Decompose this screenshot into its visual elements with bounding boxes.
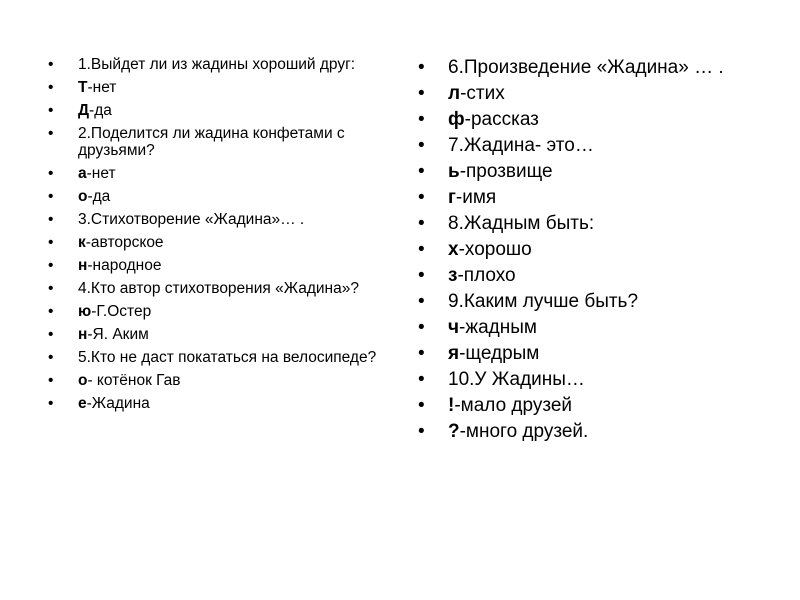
answer-text: -много друзей. <box>459 421 589 442</box>
bullet-icon: • <box>48 56 54 73</box>
bullet-icon: • <box>418 421 425 442</box>
right-item <box>418 422 778 442</box>
answer-letter: ь <box>448 161 460 182</box>
question-text: 2.Поделится ли жадина конфетами с друзьями? <box>78 125 345 159</box>
bullet-icon: • <box>418 187 425 208</box>
question-text: 7.Жадина- это… <box>448 135 594 156</box>
left-item <box>48 125 378 159</box>
bullet-icon: • <box>418 161 425 182</box>
answer-text: -да <box>87 188 111 205</box>
answer-text: -Я. Аким <box>87 326 149 343</box>
right-item <box>418 136 778 156</box>
left-item <box>48 372 378 389</box>
bullet-icon: • <box>48 234 54 251</box>
answer-letter: е <box>78 395 87 412</box>
answer-text: -Жадина <box>86 395 150 412</box>
right-item <box>418 58 778 78</box>
answer-letter: ф <box>448 109 465 130</box>
bullet-icon: • <box>48 395 54 412</box>
bullet-icon: • <box>48 349 54 366</box>
left-item <box>48 349 378 366</box>
question-text: 8.Жадным быть: <box>448 213 595 234</box>
bullet-icon: • <box>48 372 54 389</box>
bullet-icon: • <box>418 109 425 130</box>
right-item <box>418 396 778 416</box>
bullet-icon: • <box>418 239 425 260</box>
answer-letter: о <box>78 372 88 389</box>
bullet-icon: • <box>48 102 54 119</box>
bullet-icon: • <box>48 303 54 320</box>
answer-text: -щедрым <box>459 343 540 364</box>
right-item <box>418 266 778 286</box>
answer-letter: ? <box>448 421 460 442</box>
bullet-icon: • <box>48 326 54 343</box>
left-column-list <box>48 56 378 418</box>
left-item <box>48 257 378 274</box>
bullet-icon: • <box>48 125 54 142</box>
bullet-icon: • <box>48 79 54 96</box>
question-text: 3.Стихотворение «Жадина»… . <box>78 211 305 228</box>
bullet-icon: • <box>418 213 425 234</box>
bullet-icon: • <box>418 317 425 338</box>
question-text: 1.Выйдет ли из жадины хороший друг: <box>78 56 356 73</box>
left-item <box>48 79 378 96</box>
answer-letter: л <box>448 83 461 104</box>
left-item <box>48 165 378 182</box>
answer-text: -мало друзей <box>454 395 573 416</box>
answer-letter: к <box>78 234 86 251</box>
answer-letter: Д <box>78 102 90 119</box>
answer-letter: а <box>78 165 87 182</box>
right-item <box>418 318 778 338</box>
answer-text: -жадным <box>459 317 537 338</box>
question-text: 4.Кто автор стихотворения «Жадина»? <box>78 280 359 297</box>
bullet-icon: • <box>418 265 425 286</box>
answer-text: -имя <box>455 187 497 208</box>
left-item <box>48 280 378 297</box>
answer-letter: г <box>448 187 456 208</box>
right-item <box>418 188 778 208</box>
bullet-icon: • <box>48 211 54 228</box>
bullet-icon: • <box>418 135 425 156</box>
bullet-icon: • <box>48 188 54 205</box>
answer-text: -стих <box>460 83 505 104</box>
right-item <box>418 344 778 364</box>
right-item <box>418 370 778 390</box>
left-item <box>48 56 378 73</box>
answer-letter: х <box>448 239 459 260</box>
answer-letter: з <box>448 265 458 286</box>
left-item <box>48 188 378 205</box>
answer-letter: н <box>78 257 88 274</box>
right-item <box>418 214 778 234</box>
question-text: 9.Каким лучше быть? <box>448 291 639 312</box>
bullet-icon: • <box>418 343 425 364</box>
question-text: 5.Кто не даст покататься на велосипеде? <box>78 349 377 366</box>
left-item <box>48 211 378 228</box>
right-item <box>418 162 778 182</box>
bullet-icon: • <box>418 291 425 312</box>
answer-text: -нет <box>87 79 117 96</box>
answer-text: -народное <box>87 257 162 274</box>
bullet-icon: • <box>48 280 54 297</box>
answer-letter: ч <box>448 317 460 338</box>
answer-letter: ! <box>448 395 455 416</box>
right-item <box>418 240 778 260</box>
answer-letter: я <box>448 343 460 364</box>
bullet-icon: • <box>48 165 54 182</box>
left-item <box>48 234 378 251</box>
answer-text: -рассказ <box>464 109 539 130</box>
answer-letter: ю <box>78 303 92 320</box>
bullet-icon: • <box>418 57 425 78</box>
right-item <box>418 110 778 130</box>
left-item <box>48 395 378 412</box>
answer-text: -Г.Остер <box>91 303 152 320</box>
right-item <box>418 292 778 312</box>
bullet-icon: • <box>418 369 425 390</box>
answer-text: -прозвище <box>459 161 553 182</box>
answer-text: -плохо <box>457 265 516 286</box>
left-item <box>48 303 378 320</box>
bullet-icon: • <box>48 257 54 274</box>
answer-text: - котёнок Гав <box>87 372 181 389</box>
answer-letter: н <box>78 326 88 343</box>
right-item <box>418 84 778 104</box>
left-item <box>48 102 378 119</box>
left-item <box>48 326 378 343</box>
answer-text: -хорошо <box>458 239 532 260</box>
question-text: 6.Произведение «Жадина» … . <box>448 57 724 78</box>
answer-text: -нет <box>86 165 116 182</box>
answer-text: -авторское <box>85 234 164 251</box>
answer-letter: о <box>78 188 88 205</box>
bullet-icon: • <box>418 395 425 416</box>
right-column-list <box>418 58 778 448</box>
bullet-icon: • <box>418 83 425 104</box>
question-text: 10.У Жадины… <box>448 369 585 390</box>
answer-letter: Т <box>78 79 88 96</box>
answer-text: -да <box>89 102 112 119</box>
